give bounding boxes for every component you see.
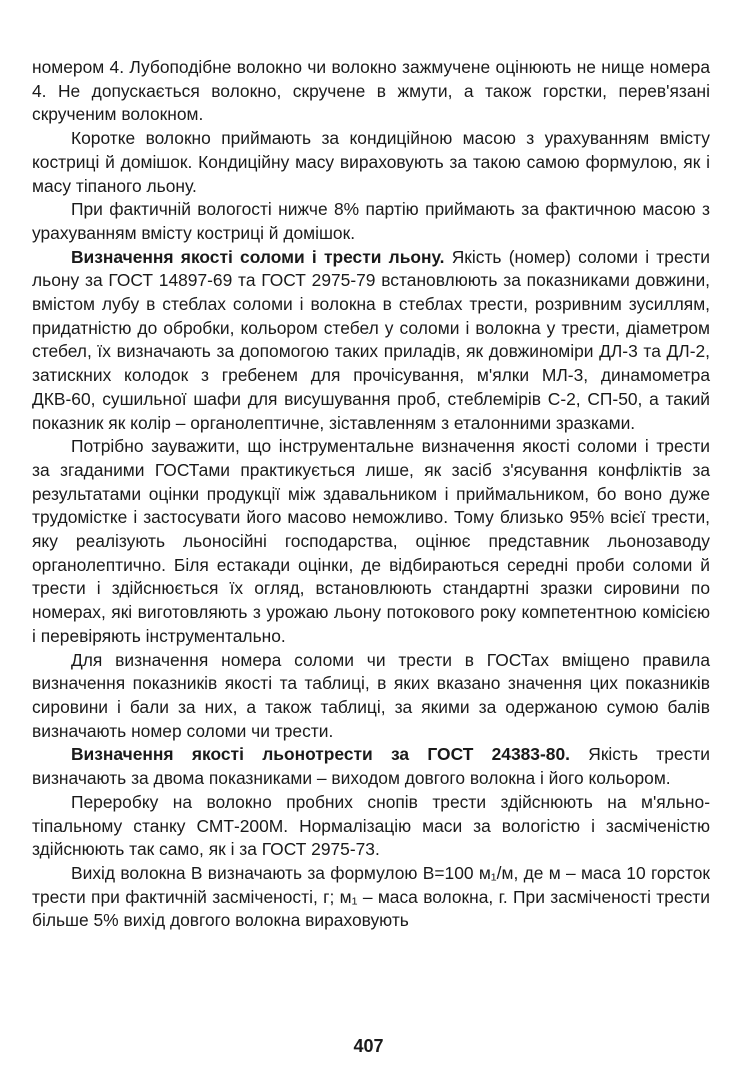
paragraph-text: Переробку на волокно пробних снопів трести здійснюють на м'яльно-тіпальному станку СМТ-200М. Нормалізацію маси за вологістю і засміченістю здійснюють так само, як і за ГОСТ 2975-73.	[32, 791, 710, 860]
paragraph-fiber-yield	[32, 862, 710, 933]
paragraph-moisture	[32, 198, 710, 245]
paragraph-retted-quality	[32, 743, 710, 790]
paragraph-text: Для визначення номера соломи чи трести в ГОСТах вміщено правила визначення показників якості та таблиці, в яких вказано значення цих показників сировини і бали за них, а також таблиці, за якими за одержаною сумою балів визначають номер соломи чи трести.	[32, 649, 710, 741]
page-body	[32, 56, 710, 933]
page-number: 407	[353, 1036, 384, 1056]
section-heading: Визначення якості льонотрести за ГОСТ 24383-80.	[71, 744, 570, 765]
paragraph-text: При фактичній вологості нижче 8% партію приймають за фактичною масою з урахуванням вмісту костриці й домішок.	[32, 199, 710, 243]
paragraph-instrumental	[32, 435, 710, 648]
paragraph-text: Потрібно зауважити, що інструментальне визначення якості соломи і трести за згаданими ГОСТами практикується лише, як засіб з'ясування конфліктів за результатами оцінки продукції між здавальником і приймальником, бо воно дуже трудомістке і застосувати його масово неможливо. Тому близько 95% всієї трести, яку реалізують льоносійні господарства, оцінює представник льонозаводу органолептично. Біля естакади оцінки, де відбираються середні проби соломи й трести і здійснюється їх огляд, встановлюють стандартні зразки сировини по номерах, які виготовляють з урожаю льону потокового року компетентною комісією і перевіряють інструментально.	[32, 436, 710, 646]
paragraph-text: Вихід волокна В визначають за формулою В=100 м₁/м, де м – маса 10 горсток трести при фактичній засміченості, г; м₁ – маса волокна, г. При засміченості трести більше 5% вихід довгого волокна вираховують	[32, 862, 710, 931]
paragraph-text: Якість (номер) соломи і трести льону за ГОСТ 14897-69 та ГОСТ 2975-79 встановлюють за показниками довжини, вмістом лубу в стеблах соломи і волокна в стеблах трести, розривним зусиллям, придатністю до обробки, кольором стебел у соломи і волокна у трести, діаметром стебел, їх визначають за допомогою таких приладів, як довжиноміри ДЛ-3 та ДЛ-2, затискних колодок з гребенем для прочісування, м'ялки МЛ-3, динамометра ДКВ-60, сушильної шафи для висушування проб, стеблемірів С-2, СП-50, а такий показник як колір – органолептичне, зіставленням з еталонними зразками.	[32, 246, 710, 433]
paragraph-text: Якість трести визначають за двома показниками – виходом довгого волокна і його кольором.	[32, 744, 710, 789]
paragraph-straw-quality	[32, 246, 710, 436]
section-heading: Визначення якості соломи і трести льону.	[71, 246, 445, 267]
paragraph-processing	[32, 791, 710, 862]
paragraph-text: номером 4. Лубоподібне волокно чи волокно зажмучене оцінюють не нище номера 4. Не допускається волокно, скручене в жмути, а також горстки, перев'язані скрученим волокном.	[32, 57, 710, 125]
paragraph-continuation	[32, 56, 710, 127]
paragraph-text: Коротке волокно приймають за кондиційною масою з урахуванням вмісту костриці й домішок. Кондиційну масу вираховують за такою самою формулою, як і масу тіпаного льону.	[32, 128, 710, 196]
paragraph-gost-rules	[32, 649, 710, 744]
paragraph-short-fiber	[32, 127, 710, 198]
